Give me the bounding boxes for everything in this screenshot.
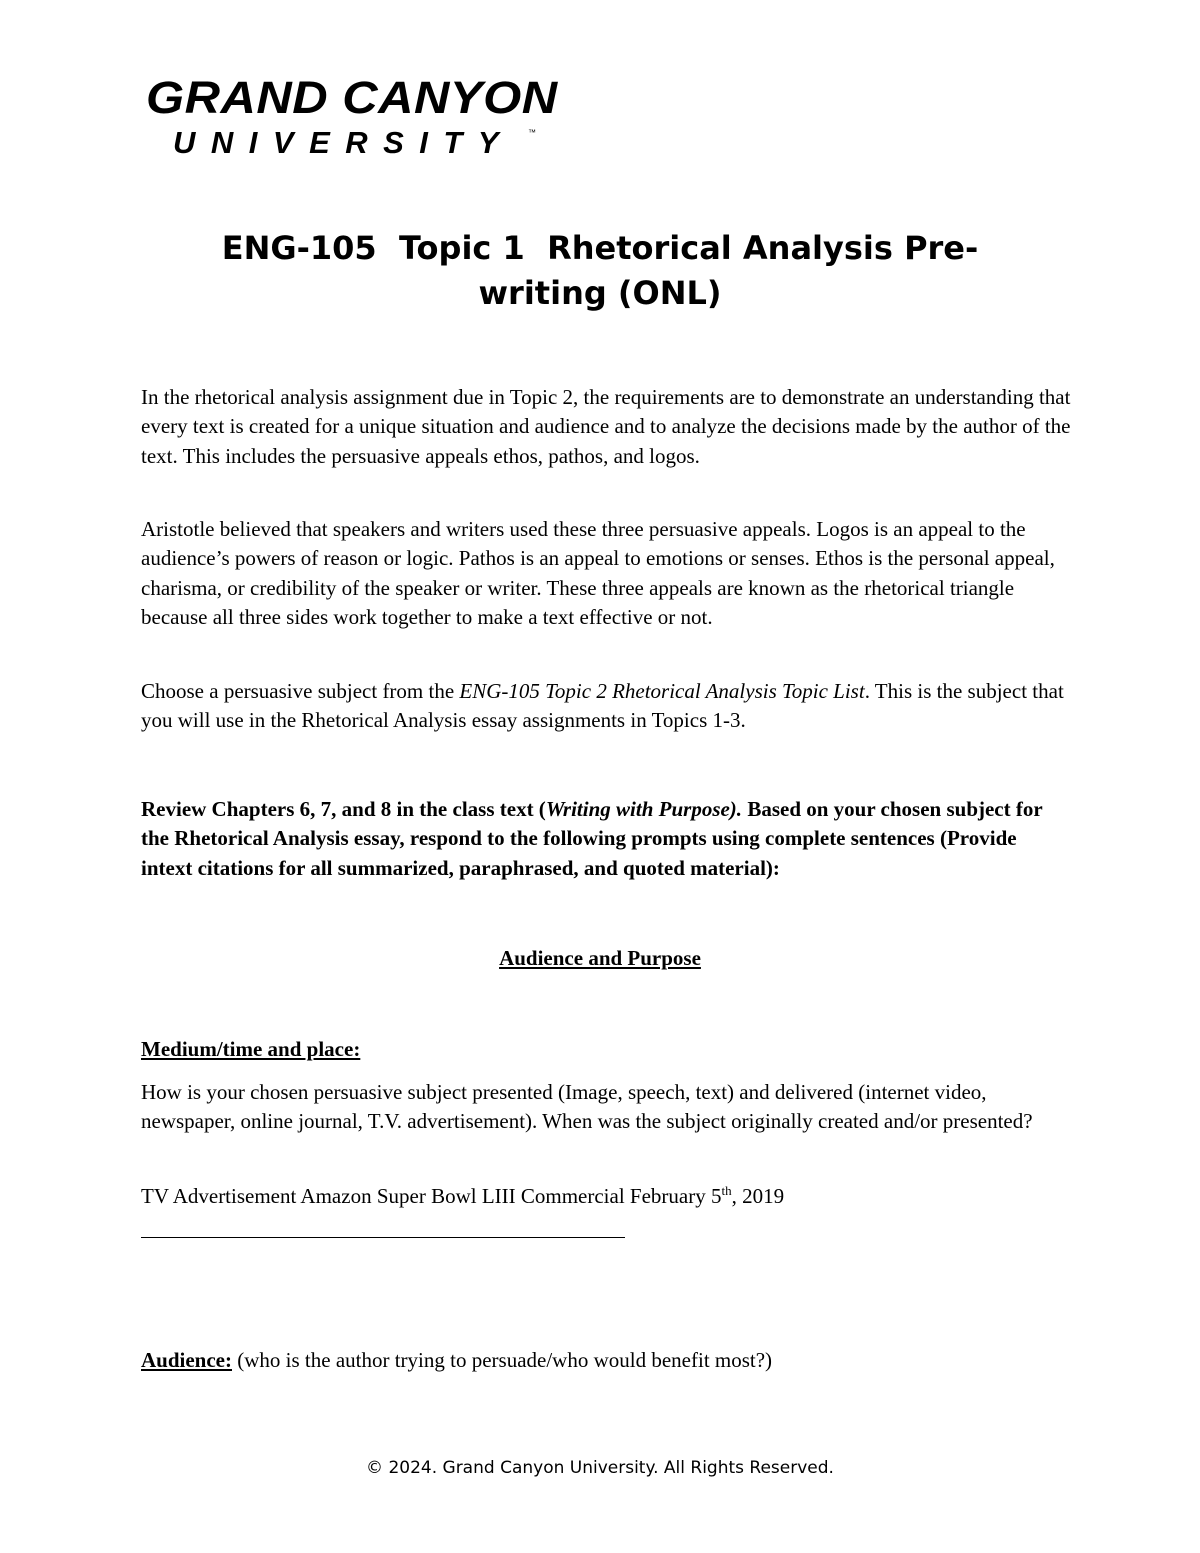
copyright-footer: © 2024. Grand Canyon University. All Rights Reserved. [366, 1458, 834, 1478]
title-line-1: ENG-105 Topic 1 Rhetorical Analysis Pre- [221, 229, 979, 267]
logo-line-2: UNIVERSITY [173, 125, 515, 160]
choose-subject-paragraph [141, 677, 1071, 736]
answer-year: , 2019 [731, 1184, 785, 1208]
section-heading: Audience and Purpose [499, 946, 701, 970]
review-text-pre: Review Chapters 6, 7, and 8 in the class text ( [141, 797, 546, 821]
medium-question: How is your chosen persuasive subject presented (Image, speech, text) and delivered (internet video, newspaper, online journal, T.V. advertisement). When was the subject originally created and/or presented? [141, 1080, 1033, 1134]
choose-text-pre: Choose a persuasive subject from the [141, 679, 460, 703]
choose-text-post: . This is the subject that you will use in the Rhetorical Analysis essay assignments in Topics 1-3. [141, 679, 1064, 733]
answer-text: TV Advertisement Amazon Super Bowl LIII Commercial February 5 [141, 1184, 722, 1208]
aristotle-paragraph: Aristotle believed that speakers and writers used these three persuasive appeals. Logos is an appeal to the audience’s powers of reason or logic. Pathos is an appeal to emotions or senses. Ethos is the personal appeal, charisma, or credibility of the speaker or writer. These three appeals are known as the rhetorical triangle because all three sides work together to make a text effective or not. [141, 517, 1055, 629]
class-text-title: Writing with Purpose). [545, 797, 743, 821]
audience-prompt [141, 1346, 1071, 1375]
title-line-2: writing (ONL) [478, 274, 722, 312]
university-logo [146, 73, 558, 166]
medium-answer [141, 1182, 1071, 1211]
answer-superscript: th [721, 1183, 732, 1198]
trademark-symbol: ™ [528, 128, 536, 137]
review-text-post: Based on your chosen subject for the Rhetorical Analysis essay, respond to the following prompts using complete sentences (Provide intext citations for all summarized, paraphrased, and quoted material): [141, 797, 1043, 880]
logo-line-1: GRAND CANYON [146, 73, 558, 123]
answer-underline [141, 1237, 625, 1238]
page-title [140, 226, 1060, 316]
audience-question: (who is the author trying to persuade/who would benefit most?) [232, 1348, 773, 1372]
intro-paragraph: In the rhetorical analysis assignment due in Topic 2, the requirements are to demonstrate an understanding that every text is created for a unique situation and audience and to analyze the decisions made by the author of the text. This includes the persuasive appeals ethos, pathos, and logos. [141, 385, 1071, 468]
audience-heading: Audience: [141, 1348, 232, 1372]
review-instructions [141, 795, 1071, 883]
topic-list-reference: ENG-105 Topic 2 Rhetorical Analysis Topic List [459, 679, 865, 703]
medium-heading: Medium/time and place: [141, 1037, 361, 1061]
